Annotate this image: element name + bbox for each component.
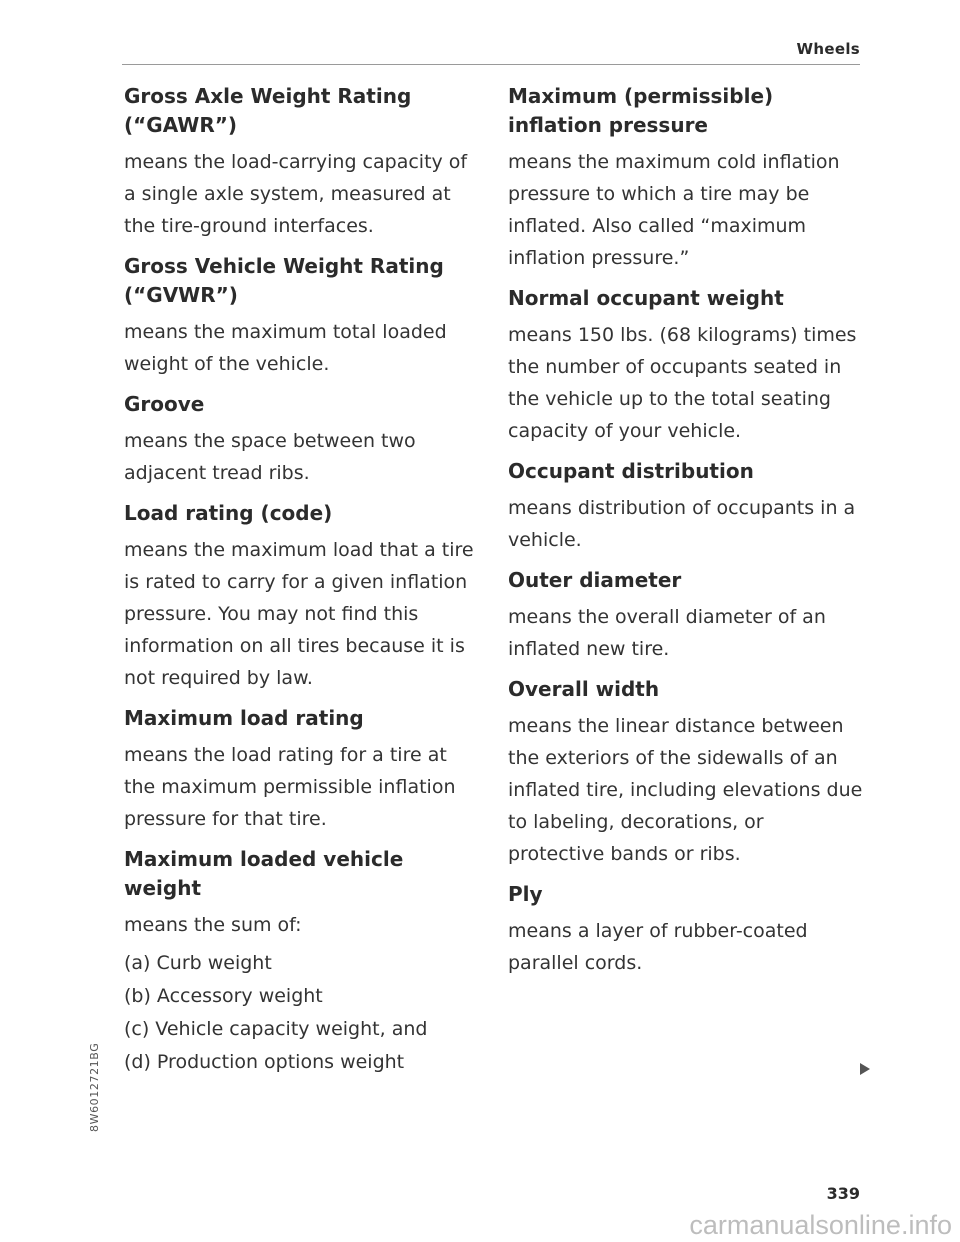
entry-term: Gross Axle Weight Rating (“GAWR”) (124, 84, 412, 137)
left-column (124, 82, 480, 1089)
header-divider (122, 64, 860, 65)
document-code: 8W6012721BG (88, 1042, 101, 1132)
entry-definition: means 150 lbs. (68 kilograms) times the number of occupants seated in the vehicle up to the total seating capacity of your vehicle. (508, 324, 857, 442)
glossary-entry (124, 252, 480, 380)
glossary-entry (508, 457, 864, 556)
entry-definition: means the overall diameter of an inflated new tire. (508, 606, 826, 660)
entry-term: Ply (508, 882, 543, 906)
glossary-entry (124, 390, 480, 489)
entry-term: Occupant distribution (508, 459, 754, 483)
entry-term: Outer diameter (508, 568, 682, 592)
entry-term: Groove (124, 392, 205, 416)
entry-definition: means the maximum load that a tire is rated to carry for a given inflation pressure. You may not find this information on all tires because it is not required by law. (124, 539, 474, 689)
glossary-entry (508, 675, 864, 870)
glossary-entry (124, 845, 480, 1079)
sum-components-list (124, 947, 480, 1079)
watermark: carmanualsonline.info (689, 1210, 952, 1240)
entry-definition: means the load-carrying capacity of a single axle system, measured at the tire-ground interfaces. (124, 151, 468, 237)
list-item: (b) Accessory weight (124, 985, 323, 1007)
entry-definition: means the maximum cold inflation pressure to which a tire may be inflated. Also called “maximum inflation pressure.” (508, 151, 840, 269)
glossary-entry (508, 284, 864, 447)
glossary-entry (124, 499, 480, 694)
entry-term: Load rating (code) (124, 501, 333, 525)
entry-term: Maximum loaded vehicle weight (124, 847, 404, 900)
entry-definition: means distribution of occupants in a vehicle. (508, 497, 856, 551)
right-column (508, 82, 864, 989)
glossary-entry (124, 704, 480, 835)
glossary-entry (508, 566, 864, 665)
entry-definition: means the load rating for a tire at the maximum permissible inflation pressure for that tire. (124, 744, 456, 830)
page-number: 339 (826, 1184, 860, 1203)
list-item: (c) Vehicle capacity weight, and (124, 1018, 428, 1040)
glossary-entry (508, 880, 864, 979)
entry-term: Overall width (508, 677, 660, 701)
entry-definition: means the linear distance between the exteriors of the sidewalls of an inflated tire, including elevations due to labeling, decorations, or protective bands or ribs. (508, 715, 863, 865)
entry-term: Gross Vehicle Weight Rating (“GVWR”) (124, 254, 444, 307)
entry-definition: means the space between two adjacent tread ribs. (124, 430, 416, 484)
list-item: (a) Curb weight (124, 952, 272, 974)
entry-term: Maximum load rating (124, 706, 364, 730)
entry-term: Normal occupant weight (508, 286, 784, 310)
entry-definition: means the maximum total loaded weight of the vehicle. (124, 321, 447, 375)
glossary-entry (508, 82, 864, 274)
entry-definition: means a layer of rubber-coated parallel cords. (508, 920, 808, 974)
page-header-title: Wheels (796, 40, 860, 58)
triangle-right-icon (860, 1063, 870, 1075)
glossary-entry (124, 82, 480, 242)
entry-term: Maximum (permissible) inflation pressure (508, 84, 774, 137)
entry-definition: means the sum of: (124, 914, 302, 936)
list-item: (d) Production options weight (124, 1051, 405, 1073)
